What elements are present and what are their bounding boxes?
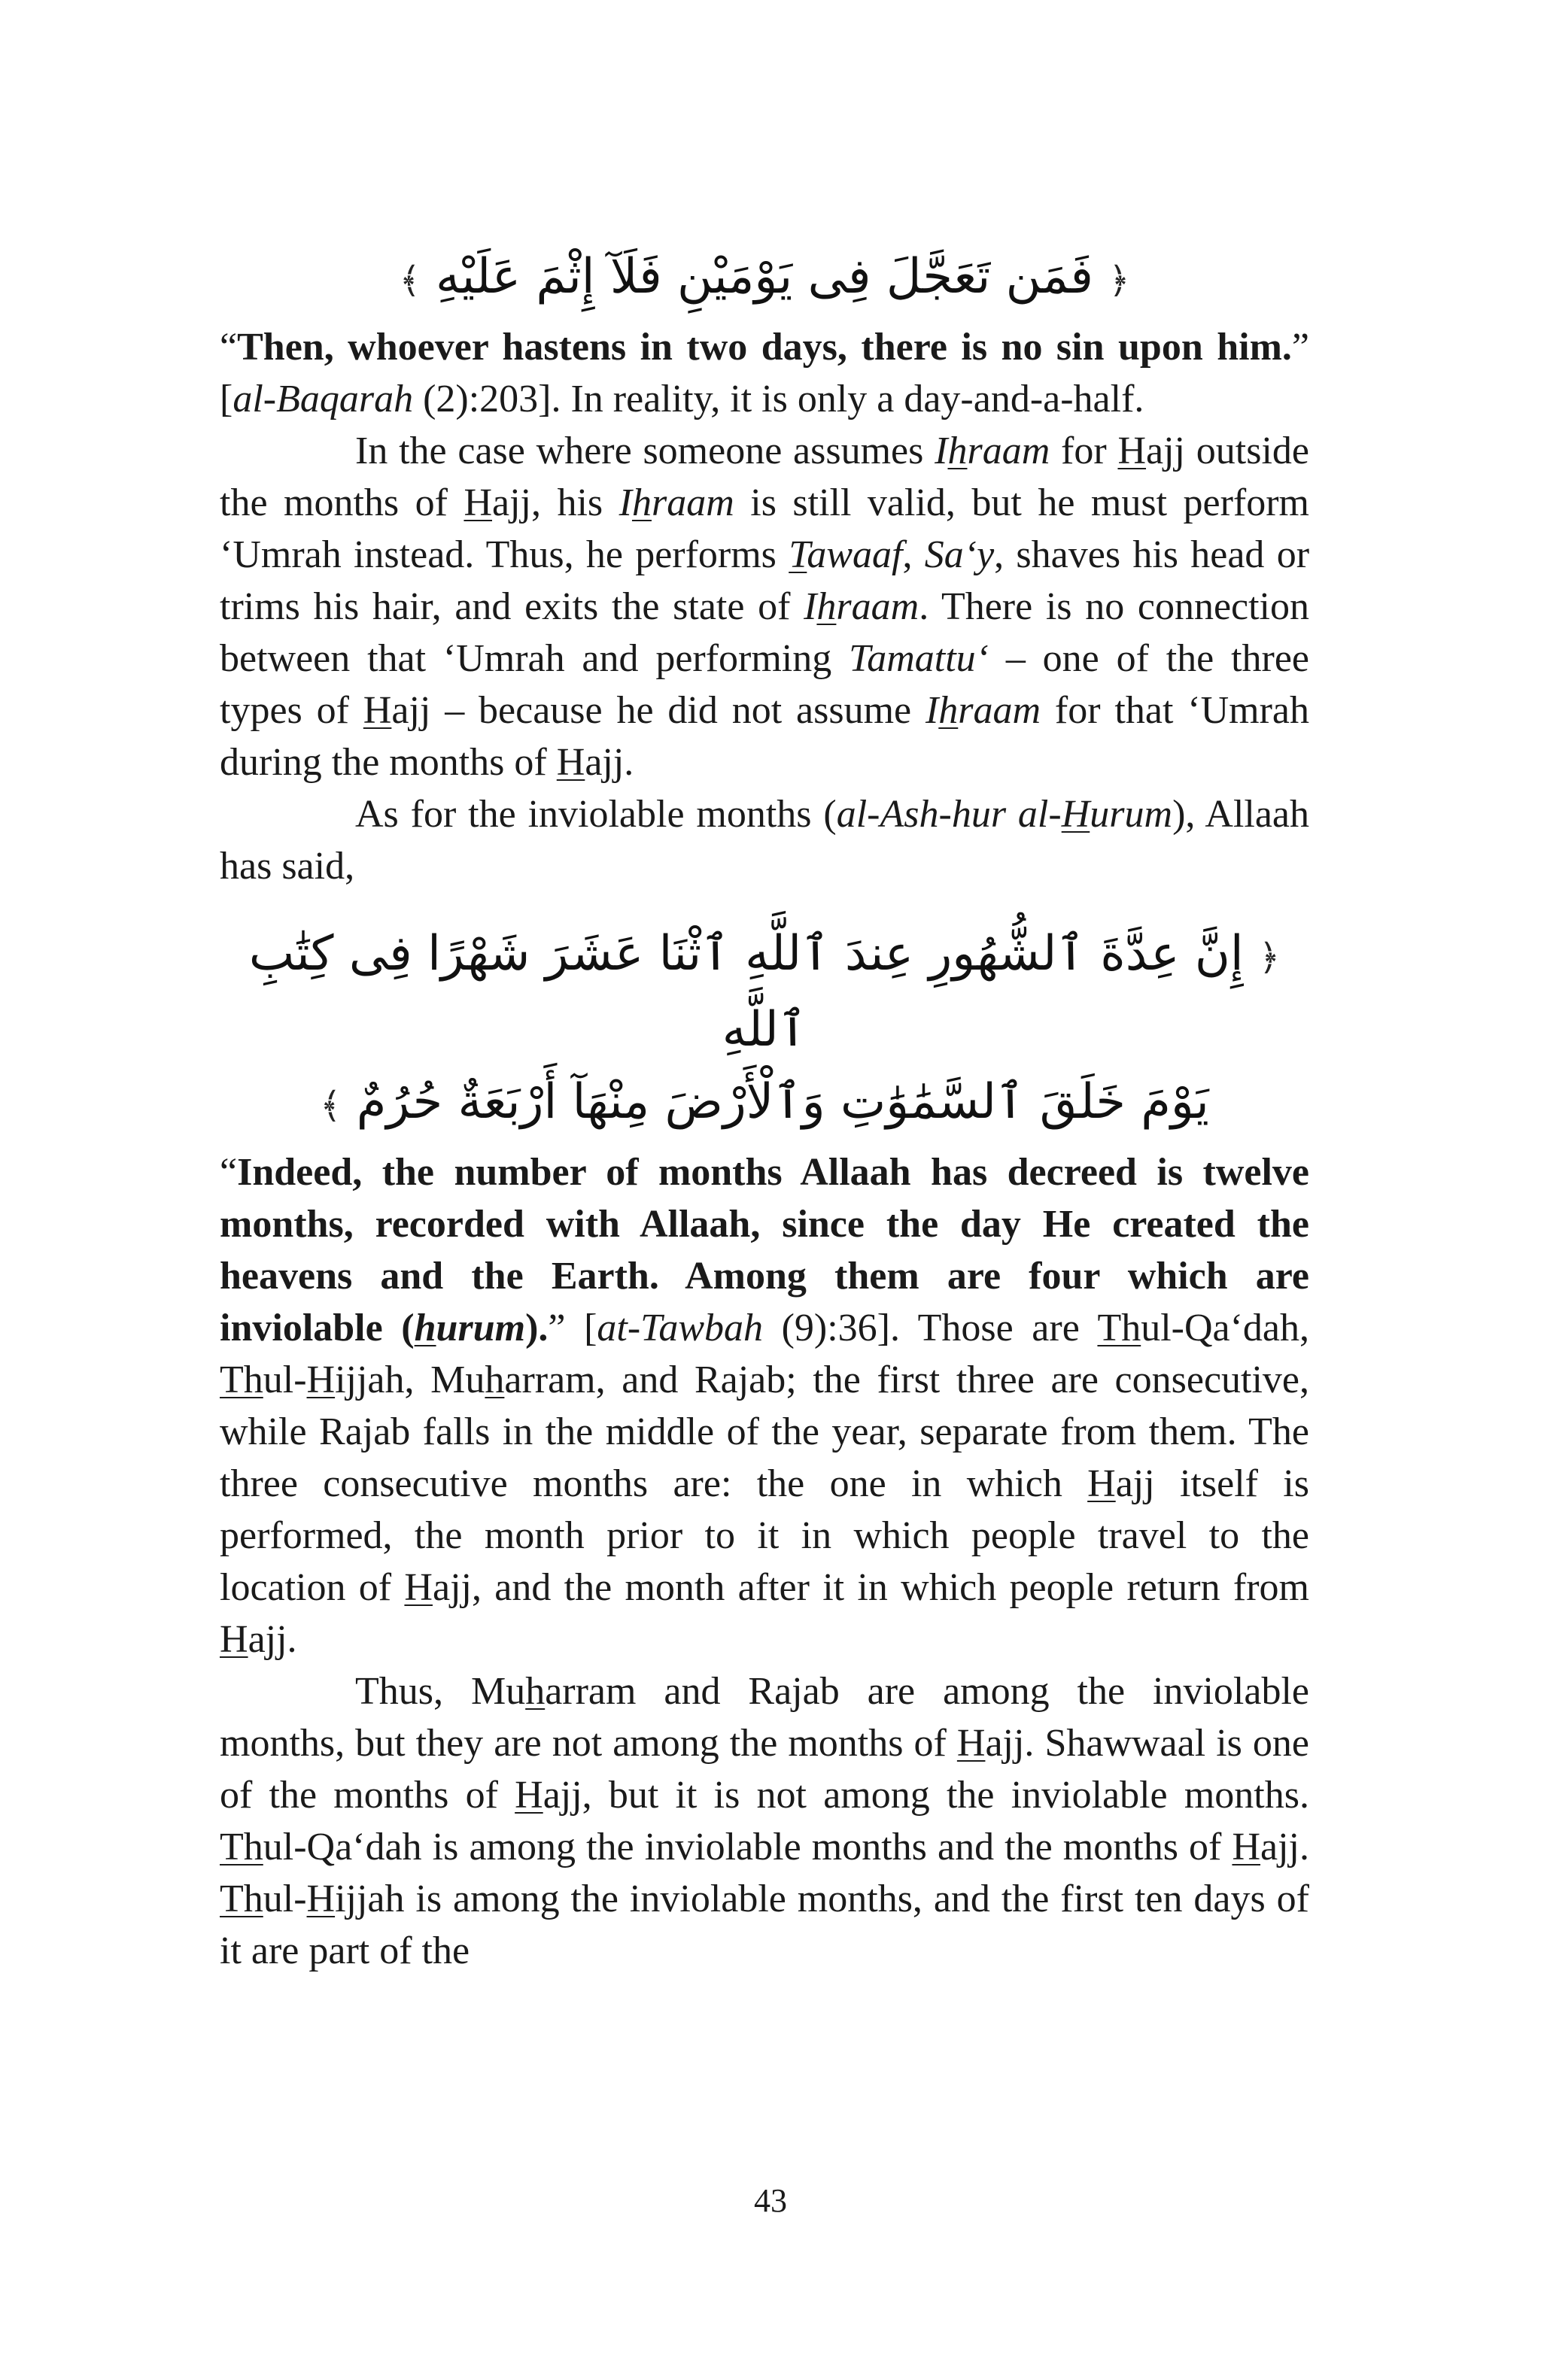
term-muharram: h	[485, 1358, 505, 1401]
text-run: – one of the three types of	[220, 637, 1309, 732]
verse-2-line-1	[220, 918, 1309, 1066]
term-hajj: H	[1232, 1826, 1261, 1868]
verse-2-translation: Indeed, the number of months Allaah has decreed is twelve months, recorded with Allaah, since the day He created the heavens and the Earth. Among them are four which are inviolable (hurum).	[220, 1151, 1309, 1349]
text-run: ijjah, Mu	[335, 1358, 485, 1401]
surah-name: at-Tawbah	[597, 1307, 763, 1349]
paragraph-4	[220, 1146, 1309, 1665]
term-say: Sa‘y	[924, 533, 995, 576]
text-run: .	[624, 741, 634, 784]
quran-verse-2	[220, 918, 1309, 1142]
ornament-open-icon: ﴿	[1108, 260, 1130, 302]
ornament-close-icon: ﴾	[320, 1085, 342, 1127]
paragraph-1	[220, 321, 1309, 425]
term-hijjah: H	[306, 1878, 336, 1920]
term-ash-hur-al-hurum: al-Ash-hur al-Hurum	[836, 793, 1173, 836]
text-run: outside the months of	[220, 430, 1309, 524]
paragraph-3	[220, 788, 1309, 892]
text-run: In the case where someone assumes	[355, 430, 935, 472]
text-run: ul-Qa‘dah,	[1141, 1307, 1310, 1349]
text-run: ul-	[263, 1358, 307, 1401]
term-hajj: H	[515, 1774, 543, 1817]
text-run: Thus, Mu	[355, 1670, 526, 1713]
text-run: ajj, but it is not among the inviolable months.	[543, 1774, 1309, 1817]
term-hajj: H	[1087, 1462, 1116, 1505]
text-run: ajj, and the month after it in which people return from	[432, 1566, 1309, 1609]
text-run: ijjah is among the inviolable months, and the first ten days of it are part of the	[220, 1878, 1309, 1972]
term-thul-hijjah: Th	[220, 1878, 263, 1920]
term-thul-hijjah: Th	[220, 1358, 263, 1401]
quran-verse-1	[220, 241, 1309, 317]
term-hajj: H	[220, 1618, 248, 1661]
term-hajj: Hajj	[556, 741, 625, 784]
text-run: As for the inviolable months (	[355, 793, 837, 836]
term-hajj: Hajj	[464, 481, 531, 524]
text-run: arram and Rajab are among the inviolable months, but they are not among the months of	[220, 1670, 1309, 1765]
text-run: ul-Qa‘dah is among the inviolable months and the months of	[263, 1826, 1232, 1868]
page-number: 43	[754, 2182, 787, 2219]
text-run: ), Allaah has said,	[220, 793, 1309, 888]
term-hajj: H	[956, 1722, 986, 1765]
term-thul-qadah: Th	[220, 1826, 263, 1868]
term-ihraam: Ihraam	[925, 689, 1041, 732]
term-ihraam: Ihraam	[804, 585, 919, 628]
term-muharram: h	[525, 1670, 546, 1713]
term-tawaaf: Tawaaf	[789, 533, 903, 576]
text-run: ajj. Shawwaal is one of the months of	[220, 1722, 1310, 1817]
reference-open: ” [	[220, 326, 1309, 420]
text-run: ajj.	[248, 1618, 297, 1661]
term-thul-qadah: Th	[1097, 1307, 1141, 1349]
text-run: – because he did not assume	[430, 689, 926, 732]
ornament-open-icon: ﴿	[1259, 937, 1281, 979]
term-ihraam: Ihraam	[935, 430, 1050, 472]
verse-1-translation: Then, whoever hastens in two days, there is no sin upon him.	[237, 326, 1292, 369]
text-run: ul-	[263, 1878, 307, 1920]
text-run: ajj.	[1260, 1826, 1309, 1868]
text-run: ,	[902, 533, 925, 576]
term-ihraam: Ihraam	[619, 481, 734, 524]
term-tamattu: Tamattu‘	[849, 637, 989, 680]
text-run: arram, and Rajab; the first three are consecutive, while Rajab falls in the middle of the year, separate from them. The three consecutive months are: the one in which	[220, 1358, 1309, 1505]
text-run: . There is no connection between that ‘Umrah and performing	[220, 585, 1309, 680]
paragraph-2	[220, 425, 1309, 788]
text-run: is still valid, but he must perform ‘Umrah instead. Thus, he performs	[220, 481, 1309, 576]
text-run: for	[1050, 430, 1118, 472]
text-run: ajj itself is performed, the month prior to it in which people travel to the location of	[220, 1462, 1309, 1609]
verse-2-line-1-text: إِنَّ عِدَّةَ ٱلشُّهُورِ عِندَ ٱللَّهِ ٱثْنَا عَشَرَ شَهْرًا فِى كِتَٰبِ ٱللَّهِ	[248, 926, 1244, 1058]
text-run: , his	[530, 481, 619, 524]
verse-2-line-2	[220, 1066, 1309, 1142]
reference-rest: (9):36]. Those are	[763, 1307, 1098, 1349]
term-hajj: Hajj	[363, 689, 431, 732]
reference-rest: (2):203]. In reality, it is only a day-and-a-half.	[413, 378, 1144, 420]
surah-name: al-Baqarah	[233, 378, 414, 420]
text-run: for that ‘Umrah during the months of	[220, 689, 1309, 784]
term-hijjah: H	[306, 1358, 336, 1401]
term-hajj: H	[404, 1566, 433, 1609]
reference-open: ” [	[548, 1307, 597, 1349]
verse-1-text: فَمَن تَعَجَّلَ فِى يَوْمَيْنِ فَلَآ إِثْمَ عَلَيْهِ	[436, 249, 1093, 305]
verse-2-line-2-text: يَوْمَ خَلَقَ ٱلسَّمَٰوَٰتِ وَٱلْأَرْضَ مِنْهَآ أَرْبَعَةٌ حُرُمٌ	[356, 1074, 1209, 1130]
ornament-close-icon: ﴾	[399, 260, 421, 302]
paragraph-5	[220, 1665, 1309, 1977]
open-quote: “	[220, 1151, 238, 1194]
term-hajj: Hajj	[1117, 430, 1186, 472]
text-run: , shaves his head or trims his hair, and exits the state of	[220, 533, 1310, 628]
open-quote: “	[220, 326, 238, 369]
page-body	[220, 241, 1309, 1977]
